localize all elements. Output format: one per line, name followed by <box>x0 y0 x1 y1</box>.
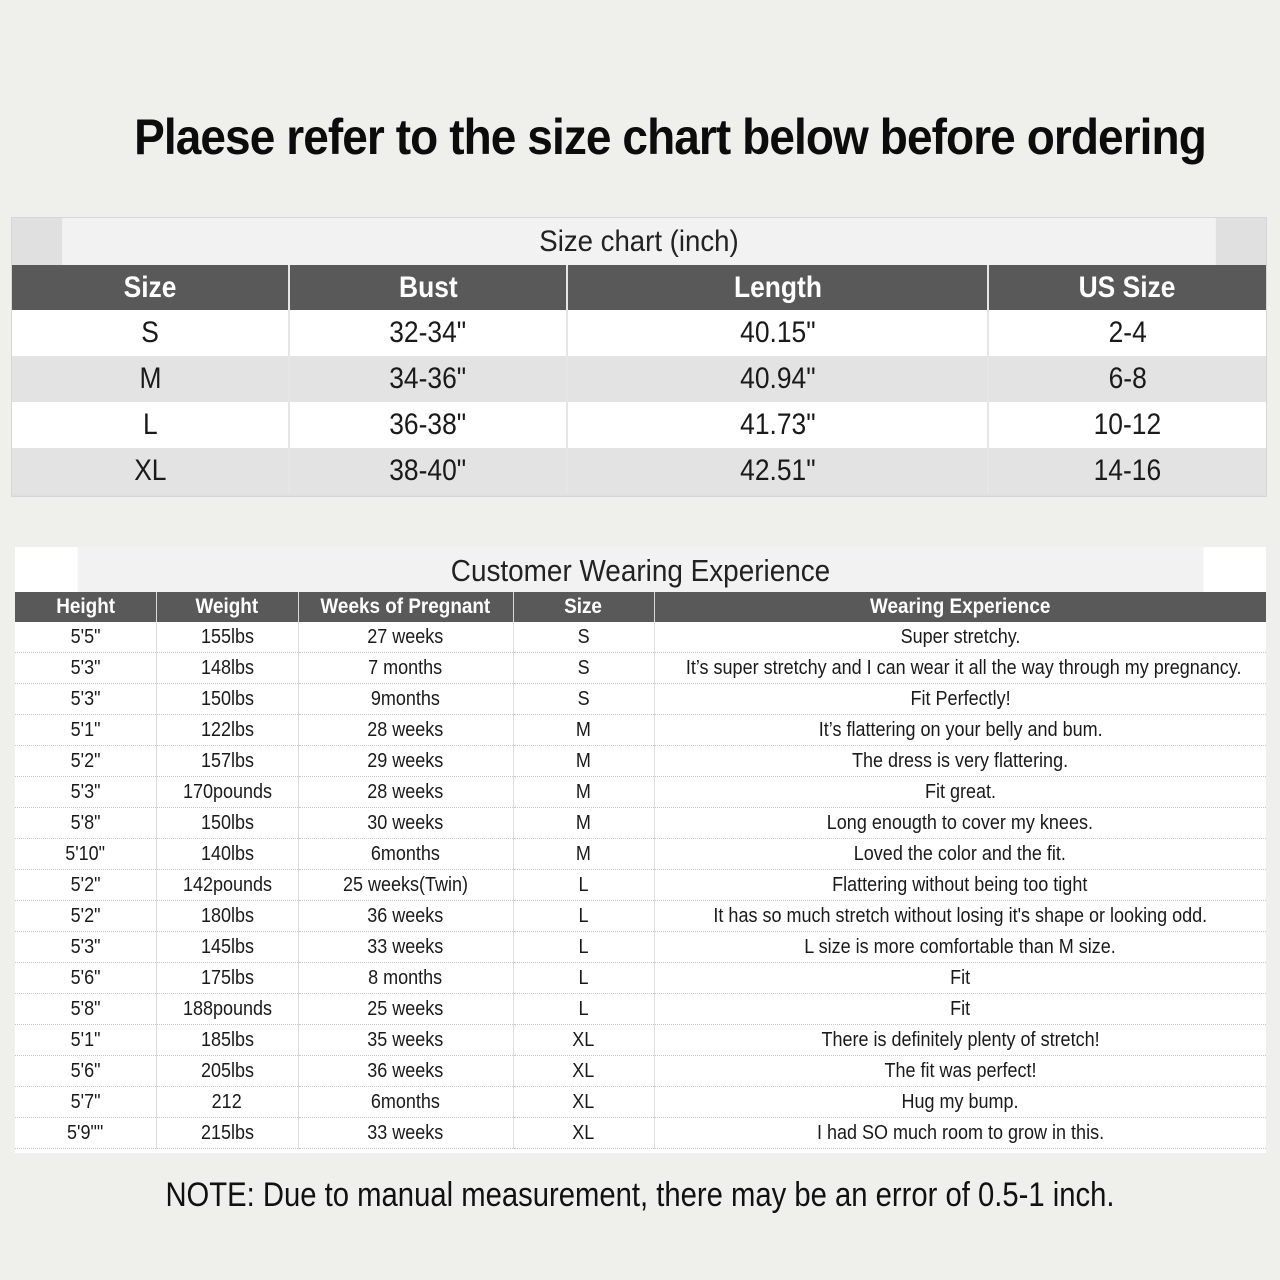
cell-length: 41.73" <box>567 402 988 448</box>
cell-weight: 185lbs <box>156 1025 298 1056</box>
cell-height: 5'6" <box>15 963 156 994</box>
cell-wearing-experience: The fit was perfect! <box>654 1056 1266 1087</box>
cell-us-size: 14-16 <box>988 448 1266 494</box>
table-row <box>15 1087 1266 1118</box>
cell-weight: 212 <box>156 1087 298 1118</box>
table-row <box>15 715 1266 746</box>
cell-wearing-experience: Fit <box>654 963 1266 994</box>
cell-wearing-experience: L size is more comfortable than M size. <box>654 932 1266 963</box>
cell-weeks-pregnant: 28 weeks <box>298 777 513 808</box>
cell-weight: 155lbs <box>156 622 298 653</box>
cell-bust: 36-38" <box>289 402 567 448</box>
cell-size: M <box>513 746 654 777</box>
cell-height: 5'10" <box>15 839 156 870</box>
cell-size: L <box>513 870 654 901</box>
cell-height: 5'6" <box>15 1056 156 1087</box>
size-chart-title: Size chart (inch) <box>62 218 1216 265</box>
cell-weeks-pregnant: 30 weeks <box>298 808 513 839</box>
cell-height: 5'7" <box>15 1087 156 1118</box>
cell-wearing-experience: It’s super stretchy and I can wear it all the way through my pregnancy. <box>654 653 1266 684</box>
size-chart-header-row <box>12 265 1266 310</box>
cell-length: 42.51" <box>567 448 988 494</box>
cell-wearing-experience: Long enougth to cover my knees. <box>654 808 1266 839</box>
cell-wearing-experience: Loved the color and the fit. <box>654 839 1266 870</box>
cell-size: M <box>513 715 654 746</box>
cell-size: M <box>513 808 654 839</box>
table-row <box>15 963 1266 994</box>
cell-weeks-pregnant: 9months <box>298 684 513 715</box>
cell-size: M <box>513 777 654 808</box>
cell-size: S <box>12 310 289 356</box>
table-row <box>15 994 1266 1025</box>
cell-weeks-pregnant: 33 weeks <box>298 932 513 963</box>
table-row <box>15 777 1266 808</box>
table-row <box>15 839 1266 870</box>
cell-wearing-experience: Fit Perfectly! <box>654 684 1266 715</box>
cell-wearing-experience: Fit great. <box>654 777 1266 808</box>
cell-size: XL <box>12 448 289 494</box>
cell-wearing-experience: The dress is very flattering. <box>654 746 1266 777</box>
cell-size: L <box>513 994 654 1025</box>
cell-wearing-experience: I had SO much room to grow in this. <box>654 1118 1266 1149</box>
cell-us-size: 10-12 <box>988 402 1266 448</box>
cell-weeks-pregnant: 28 weeks <box>298 715 513 746</box>
column-header-bust: Bust <box>289 265 567 310</box>
cell-wearing-experience: Flattering without being too tight <box>654 870 1266 901</box>
cell-us-size: 6-8 <box>988 356 1266 402</box>
cell-weeks-pregnant: 36 weeks <box>298 901 513 932</box>
cell-weight: 188pounds <box>156 994 298 1025</box>
table-row <box>15 746 1266 777</box>
cell-size: L <box>12 402 289 448</box>
customer-experience-table <box>15 592 1266 1149</box>
cell-weight: 150lbs <box>156 808 298 839</box>
table-row <box>15 653 1266 684</box>
cell-size: L <box>513 901 654 932</box>
cell-wearing-experience: There is definitely plenty of stretch! <box>654 1025 1266 1056</box>
cell-length: 40.15" <box>567 310 988 356</box>
cell-weeks-pregnant: 36 weeks <box>298 1056 513 1087</box>
cell-size: XL <box>513 1025 654 1056</box>
column-header-size: Size <box>513 592 654 622</box>
cell-size: XL <box>513 1087 654 1118</box>
column-header-length: Length <box>567 265 988 310</box>
cell-weight: 215lbs <box>156 1118 298 1149</box>
column-header-weeks: Weeks of Pregnant <box>298 592 513 622</box>
cell-weeks-pregnant: 6months <box>298 839 513 870</box>
cell-height: 5'1" <box>15 1025 156 1056</box>
cell-weeks-pregnant: 25 weeks <box>298 994 513 1025</box>
cell-size: M <box>513 839 654 870</box>
cell-height: 5'2" <box>15 746 156 777</box>
cell-weeks-pregnant: 7 months <box>298 653 513 684</box>
cell-height: 5'8" <box>15 994 156 1025</box>
cell-height: 5'8" <box>15 808 156 839</box>
cell-size: XL <box>513 1056 654 1087</box>
cell-weeks-pregnant: 6months <box>298 1087 513 1118</box>
cell-weight: 205lbs <box>156 1056 298 1087</box>
customer-experience-title: Customer Wearing Experience <box>78 547 1204 592</box>
cell-height: 5'5" <box>15 622 156 653</box>
cell-size: M <box>12 356 289 402</box>
column-header-experience: Wearing Experience <box>654 592 1266 622</box>
cell-wearing-experience: Hug my bump. <box>654 1087 1266 1118</box>
experience-header-row <box>15 592 1266 622</box>
cell-length: 40.94" <box>567 356 988 402</box>
cell-height: 5'2" <box>15 870 156 901</box>
table-row <box>15 1025 1266 1056</box>
cell-wearing-experience: It’s flattering on your belly and bum. <box>654 715 1266 746</box>
size-chart-row <box>12 448 1266 494</box>
cell-weeks-pregnant: 27 weeks <box>298 622 513 653</box>
table-row <box>15 932 1266 963</box>
cell-weeks-pregnant: 29 weeks <box>298 746 513 777</box>
cell-size: S <box>513 653 654 684</box>
cell-height: 5'3" <box>15 684 156 715</box>
cell-height: 5'9"" <box>15 1118 156 1149</box>
cell-weight: 140lbs <box>156 839 298 870</box>
cell-bust: 32-34" <box>289 310 567 356</box>
cell-us-size: 2-4 <box>988 310 1266 356</box>
cell-size: S <box>513 622 654 653</box>
cell-weeks-pregnant: 25 weeks(Twin) <box>298 870 513 901</box>
size-chart-table <box>12 265 1266 494</box>
table-row <box>15 1056 1266 1087</box>
cell-bust: 38-40" <box>289 448 567 494</box>
column-header-size: Size <box>12 265 289 310</box>
cell-weight: 170pounds <box>156 777 298 808</box>
table-row <box>15 870 1266 901</box>
cell-size: L <box>513 932 654 963</box>
cell-height: 5'3" <box>15 932 156 963</box>
cell-height: 5'3" <box>15 653 156 684</box>
cell-height: 5'2" <box>15 901 156 932</box>
table-row <box>15 622 1266 653</box>
cell-wearing-experience: Super stretchy. <box>654 622 1266 653</box>
customer-experience-table-section <box>15 547 1266 1153</box>
size-chart-row <box>12 402 1266 448</box>
cell-weight: 145lbs <box>156 932 298 963</box>
cell-bust: 34-36" <box>289 356 567 402</box>
table-row <box>15 808 1266 839</box>
column-header-weight: Weight <box>156 592 298 622</box>
cell-wearing-experience: Fit <box>654 994 1266 1025</box>
column-header-us-size: US Size <box>988 265 1266 310</box>
table-row <box>15 684 1266 715</box>
size-chart-row <box>12 310 1266 356</box>
cell-weight: 157lbs <box>156 746 298 777</box>
cell-size: L <box>513 963 654 994</box>
page-heading: Plaese refer to the size chart below before ordering <box>134 109 1206 165</box>
cell-size: S <box>513 684 654 715</box>
table-row <box>15 901 1266 932</box>
size-chart <box>11 217 1267 497</box>
size-chart-row <box>12 356 1266 402</box>
cell-weeks-pregnant: 8 months <box>298 963 513 994</box>
cell-weight: 148lbs <box>156 653 298 684</box>
cell-weight: 150lbs <box>156 684 298 715</box>
cell-weight: 142pounds <box>156 870 298 901</box>
cell-height: 5'3" <box>15 777 156 808</box>
cell-weight: 122lbs <box>156 715 298 746</box>
cell-size: XL <box>513 1118 654 1149</box>
table-row <box>15 1118 1266 1149</box>
cell-weight: 175lbs <box>156 963 298 994</box>
cell-wearing-experience: It has so much stretch without losing it's shape or looking odd. <box>654 901 1266 932</box>
cell-weight: 180lbs <box>156 901 298 932</box>
cell-height: 5'1" <box>15 715 156 746</box>
column-header-height: Height <box>15 592 156 622</box>
measurement-note: NOTE: Due to manual measurement, there may be an error of 0.5-1 inch. <box>165 1176 1115 1214</box>
cell-weeks-pregnant: 35 weeks <box>298 1025 513 1056</box>
cell-weeks-pregnant: 33 weeks <box>298 1118 513 1149</box>
